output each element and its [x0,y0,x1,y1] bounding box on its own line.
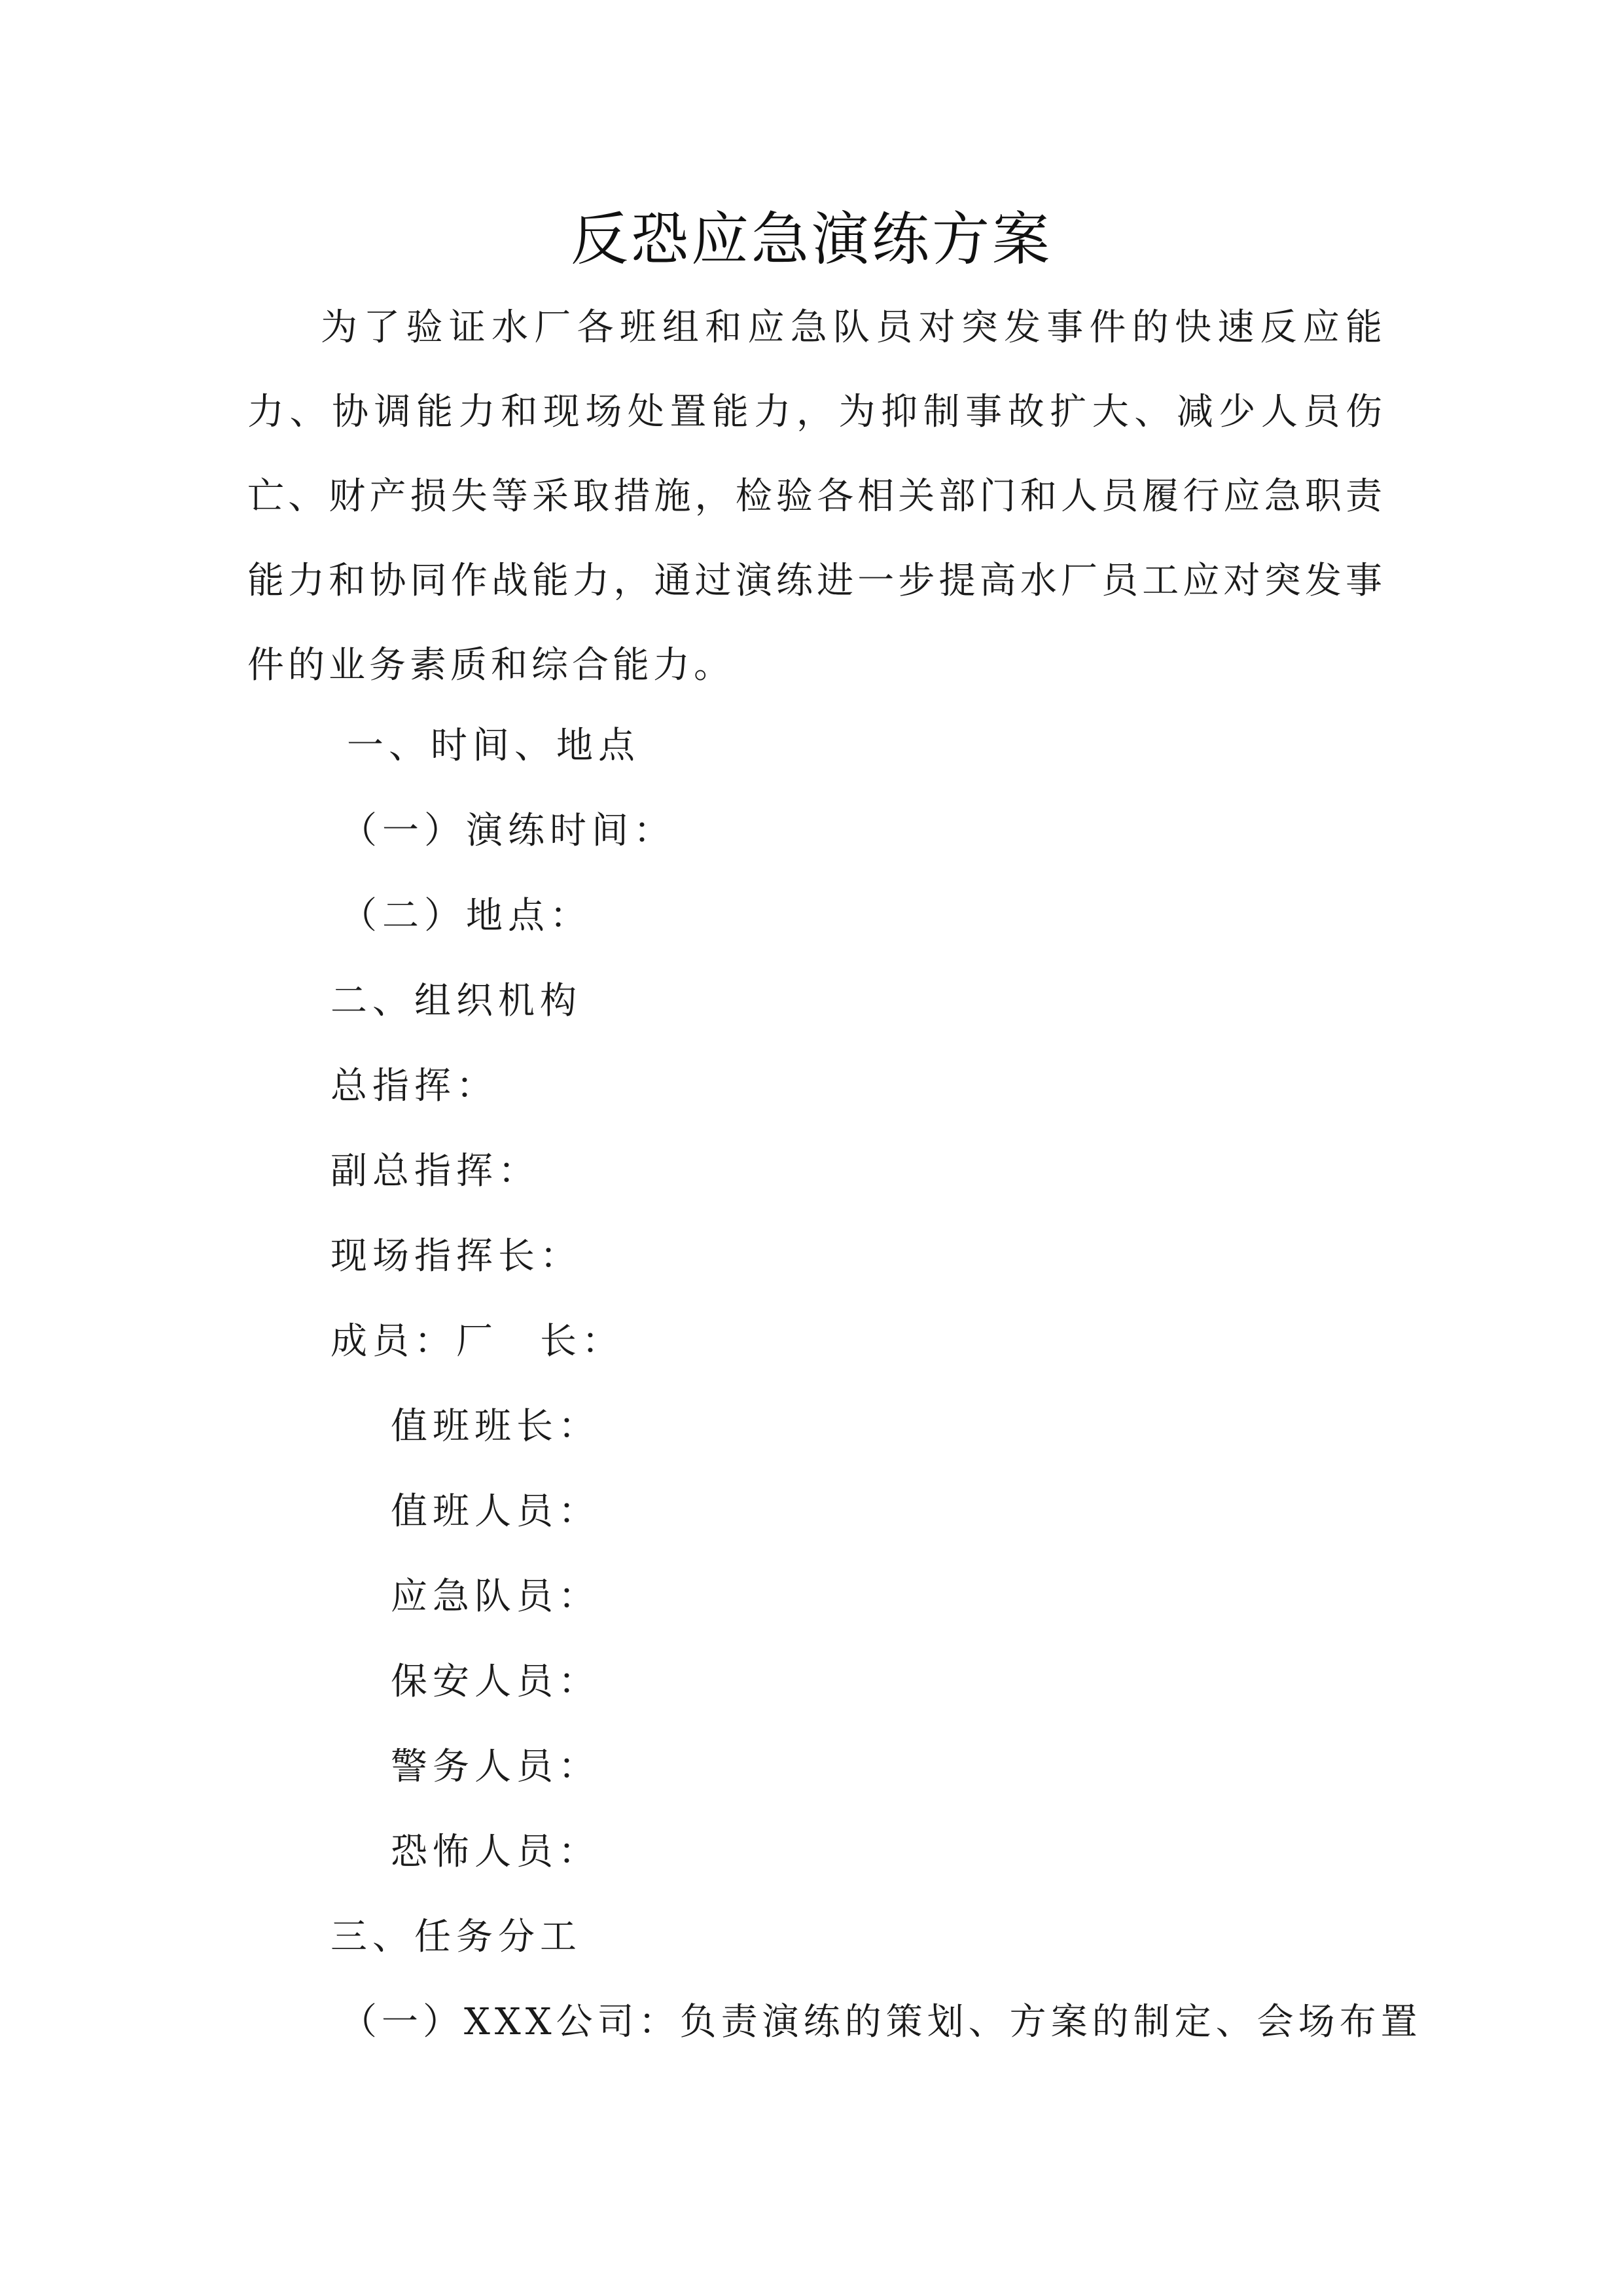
section-heading-task-division: 三、任务分工 [330,1916,582,1958]
member-shift-staff: 值班人员： [391,1490,600,1533]
role-onsite-commander: 现场指挥长： [330,1235,582,1278]
task-item-company: （一）XXX公司：负责演练的策划、方案的制定、会场布置 [340,2001,1422,2043]
member-security-staff: 保安人员： [391,1660,600,1703]
document-title: 反恐应急演练方案 [570,206,1052,273]
member-emergency-team: 应急队员： [391,1575,600,1618]
role-members-plant-director: 成员：厂 长： [330,1320,624,1363]
section-heading-organization: 二、组织机构 [330,980,582,1022]
role-commander-in-chief: 总指挥： [330,1065,498,1107]
role-deputy-commander: 副总指挥： [330,1150,540,1193]
drill-time-item: （一）演练时间： [340,810,675,852]
intro-paragraph: 为了验证水厂各班组和应急队员对突发事件的快速反应能力、协调能力和现场处置能力，为抑制事故扩大、减少人员伤亡、财产损失等采取措施，检验各相关部门和人员履行应急职责能力和协同作战能力，通过演练进一步提高水厂员工应对突发事件的业务素质和综合能力。 [247,306,1386,687]
member-terrorist-role: 恐怖人员： [391,1831,600,1873]
section-heading-time-place: 一、时间、地点 [347,725,640,767]
drill-place-item: （二）地点： [340,895,592,937]
member-police-staff: 警务人员： [391,1746,600,1788]
member-shift-leader: 值班班长： [391,1405,600,1448]
